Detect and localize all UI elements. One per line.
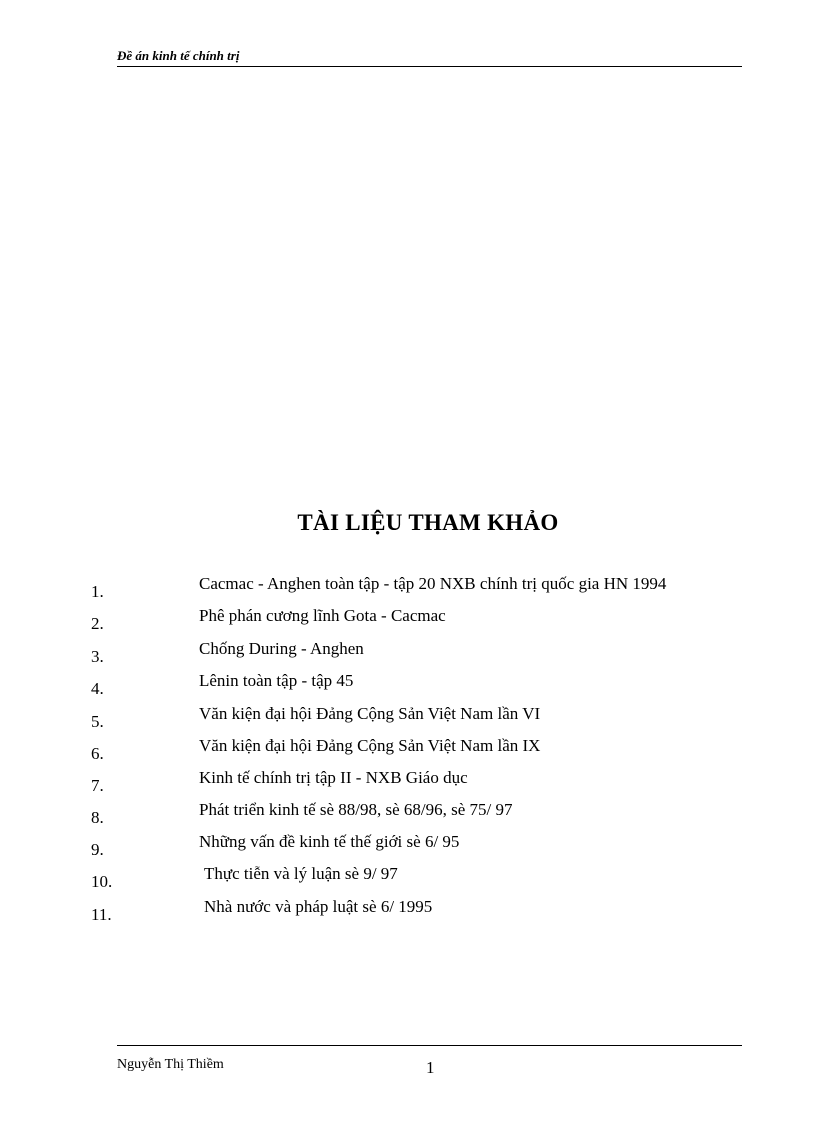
reference-number: 8. [91,808,104,827]
reference-number: 9. [91,840,104,859]
reference-item [0,768,816,800]
reference-number: 7. [91,776,104,795]
reference-number: 4. [91,679,104,698]
reference-text: Phát triển kinh tế sè 88/98, sè 68/96, sè 75/ 97 [199,800,513,819]
reference-item [0,800,816,832]
reference-item [0,832,816,864]
reference-number: 6. [91,744,104,763]
reference-text: Văn kiện đại hội Đảng Cộng Sản Việt Nam lần IX [199,736,541,755]
reference-number: 1. [91,582,104,601]
reference-number: 3. [91,647,104,666]
reference-text: Phê phán cương lĩnh Gota - Cacmac [199,606,446,625]
reference-item [0,704,816,736]
running-header-title: Đề án kinh tế chính trị [117,48,240,63]
reference-number: 2. [91,614,104,633]
reference-text: Cacmac - Anghen toàn tập - tập 20 NXB chính trị quốc gia HN 1994 [199,574,667,593]
reference-item [0,736,816,768]
reference-text: Kinh tế chính trị tập II - NXB Giáo dục [199,768,468,787]
reference-text: Những vấn đề kinh tế thế giới sè 6/ 95 [199,832,460,851]
reference-number: 10. [91,872,113,891]
reference-item [0,897,816,929]
page-number: 1 [426,1058,435,1077]
reference-text: Nhà nước và pháp luật sè 6/ 1995 [204,897,433,916]
reference-item [0,606,816,638]
reference-number: 5. [91,712,104,731]
references-title: TÀI LIỆU THAM KHẢO [297,510,559,535]
reference-number: 11. [91,905,112,924]
reference-text: Chống During - Anghen [199,639,364,658]
reference-item [0,574,816,606]
reference-text: Lênin toàn tập - tập 45 [199,671,354,690]
reference-item [0,671,816,703]
reference-text: Văn kiện đại hội Đảng Cộng Sản Việt Nam lần VI [199,704,541,723]
footer-divider [117,1045,742,1046]
reference-item [0,864,816,896]
reference-text: Thực tiễn và lý luận sè 9/ 97 [204,864,398,883]
footer-author: Nguyễn Thị Thiềm [117,1057,224,1072]
reference-item [0,639,816,671]
